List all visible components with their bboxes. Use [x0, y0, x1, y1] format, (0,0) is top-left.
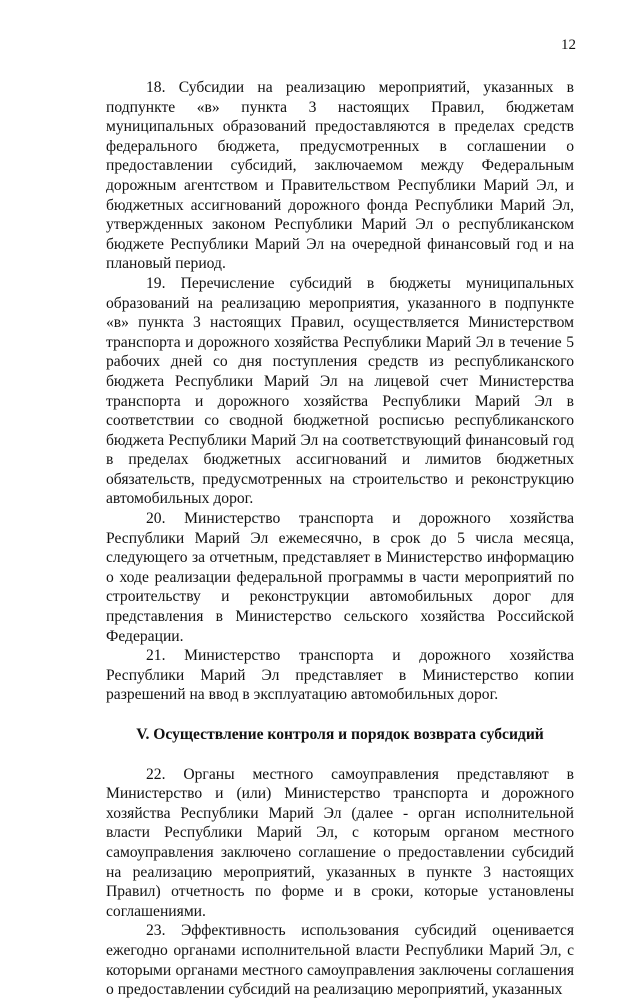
document-body — [106, 78, 574, 1000]
paragraph-22: 22. Органы местного самоуправления представляют в Министерство и (или) Министерство транспорта и дорожного хозяйства Республики Марий Эл (далее - орган исполнительной власти Республики Марий Эл, с которым органом местного самоуправления заключено соглашение о предоставлении субсидий на реализацию мероприятий, указанных в пункте 3 настоящих Правил) отчетность по форме и в сроки, которые установлены соглашениями. — [106, 765, 574, 920]
paragraph-19: 19. Перечисление субсидий в бюджеты муниципальных образований на реализацию мероприятия, указанного в подпункте «в» пункта 3 настоящих Правил, осуществляется Министерством транспорта и дорожного хозяйства Республики Марий Эл в течение 5 рабочих дней со дня поступления средств из республиканского бюджета Республики Марий Эл на лицевой счет Министерства транспорта и дорожного хозяйства Республики Марий Эл в соответствии со сводной бюджетной росписью республиканского бюджета Республики Марий Эл на соответствующий финансовый год в пределах бюджетных ассигнований и лимитов бюджетных обязательств, предусмотренных на строительство и реконструкцию автомобильных дорог. — [106, 274, 574, 508]
paragraph-18: 18. Субсидии на реализацию мероприятий, указанных в подпункте «в» пункта 3 настоящих Правил, бюджетам муниципальных образований предоставляются в пределах средств федерального бюджета, предусмотренных в соглашении о предоставлении субсидий, заключаемом между Федеральным дорожным агентством и Правительством Республики Марий Эл, и бюджетных ассигнований дорожного фонда Республики Марий Эл, утвержденных законом Республики Марий Эл о республиканском бюджете Республики Марий Эл на очередной финансовый год и на плановый период. — [106, 79, 574, 273]
paragraph-20: 20. Министерство транспорта и дорожного хозяйства Республики Марий Эл ежемесячно, в срок до 5 числа месяца, следующего за отчетным, представляет в Министерство информацию о ходе реализации федеральной программы в части мероприятий по строительству и реконструкции автомобильных дорог для представления в Министерство сельского хозяйства Российской Федерации. — [106, 510, 574, 645]
paragraph-23: 23. Эффективность использования субсидий оценивается ежегодно органами исполнительной власти Республики Марий Эл, с которыми органами местного самоуправления заключены соглашения о предоставлении субсидий на реализацию мероприятий, указанных — [106, 922, 574, 999]
paragraph-21: 21. Министерство транспорта и дорожного хозяйства Республики Марий Эл представляет в Министерство копии разрешений на ввод в эксплуатацию автомобильных дорог. — [106, 647, 574, 704]
section-heading: V. Осуществление контроля и порядок возврата субсидий — [136, 726, 544, 743]
page-number: 12 — [561, 37, 576, 53]
